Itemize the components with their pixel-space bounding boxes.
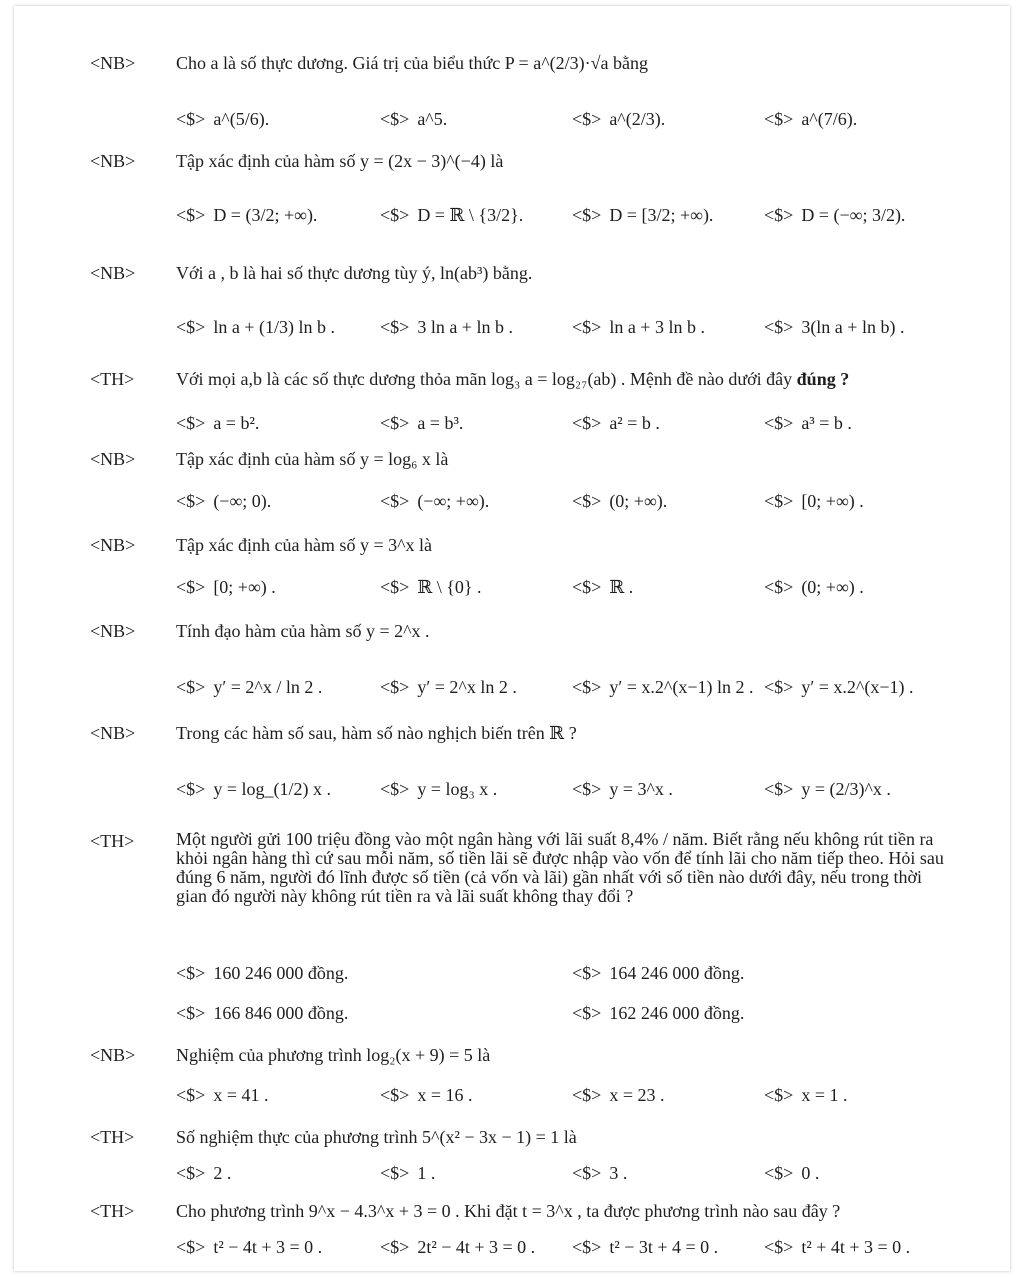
option-b: <$> a = b³. [380, 413, 464, 433]
option-b: <$> 3 ln a + ln b . [380, 317, 513, 337]
question-text: Trong các hàm số sau, hàm số nào nghịch biến trên ℝ ? [176, 723, 577, 743]
option-b: <$> a^5. [380, 109, 448, 129]
option-a: <$> D = (3/2; +∞). [176, 205, 318, 225]
question-tag: <NB> [90, 263, 136, 283]
emphasis-text: đúng ? [796, 369, 850, 389]
question-tag: <NB> [90, 1045, 136, 1065]
option-a: <$> t² − 4t + 3 = 0 . [176, 1237, 323, 1257]
option-b: <$> y′ = 2^x ln 2 . [380, 677, 517, 697]
option-b: <$> ℝ \ {0} . [380, 577, 482, 597]
option-d: <$> x = 1 . [764, 1085, 848, 1105]
option-b: <$> D = ℝ \ {3/2}. [380, 205, 524, 225]
option-c: <$> 166 846 000 đồng. [176, 1003, 349, 1023]
option-b: <$> 1 . [380, 1163, 436, 1183]
option-b: <$> 164 246 000 đồng. [572, 963, 745, 983]
option-b: <$> y = log₃ x . [380, 779, 498, 799]
option-c: <$> a^(2/3). [572, 109, 666, 129]
question-tag: <TH> [90, 1127, 135, 1147]
option-b: <$> x = 16 . [380, 1085, 473, 1105]
question-tag: <NB> [90, 449, 136, 469]
option-d: <$> y = (2/3)^x . [764, 779, 891, 799]
question-tag: <NB> [90, 535, 136, 555]
option-c: <$> y = 3^x . [572, 779, 673, 799]
option-c: <$> ln a + 3 ln b . [572, 317, 705, 337]
question-tag: <NB> [90, 151, 136, 171]
option-d: <$> 162 246 000 đồng. [572, 1003, 745, 1023]
question-tag: <TH> [90, 1201, 135, 1221]
option-d: <$> t² + 4t + 3 = 0 . [764, 1237, 911, 1257]
option-a: <$> a = b². [176, 413, 260, 433]
option-a: <$> ln a + (1/3) ln b . [176, 317, 335, 337]
option-c: <$> t² − 3t + 4 = 0 . [572, 1237, 719, 1257]
question-text: Nghiệm của phương trình log₂(x + 9) = 5 là [176, 1045, 491, 1065]
option-a: <$> 2 . [176, 1163, 232, 1183]
question-text: Với a , b là hai số thực dương tùy ý, ln(ab³) bằng. [176, 263, 533, 283]
option-d: <$> y′ = x.2^(x−1) . [764, 677, 914, 697]
option-a: <$> y = log_(1/2) x . [176, 779, 331, 799]
option-d: <$> 0 . [764, 1163, 820, 1183]
option-b: <$> 2t² − 4t + 3 = 0 . [380, 1237, 536, 1257]
option-c: <$> ℝ . [572, 577, 634, 597]
question-text: Với mọi a,b là các số thực dương thỏa mãn log₃ a = log₂₇(ab) . Mệnh đề nào dưới đây đúng ? [176, 369, 850, 389]
question-text: Số nghiệm thực của phương trình 5^(x² − 3x − 1) = 1 là [176, 1127, 577, 1147]
question-text: Một người gửi 100 triệu đồng vào một ngân hàng với lãi suất 8,4% / năm. Biết rằng nếu không rút tiền ra khỏi ngân hàng thì cứ sau mỗi năm, số tiền lãi sẽ được nhập vào vốn để tính lãi cho năm tiếp theo. Hỏi sau đúng 6 năm, người đó lĩnh được số tiền (cả vốn và lãi) gần nhất với số tiền nào dưới đây, nếu trong thời gian đó người này không rút tiền ra và lãi suất không thay đổi ? [176, 829, 944, 906]
option-c: <$> a² = b . [572, 413, 660, 433]
option-d: <$> (0; +∞) . [764, 577, 864, 597]
option-a: <$> a^(5/6). [176, 109, 270, 129]
question-tag: <TH> [90, 369, 135, 389]
option-c: <$> D = [3/2; +∞). [572, 205, 714, 225]
option-d: <$> D = (−∞; 3/2). [764, 205, 906, 225]
question-tag: <TH> [90, 831, 135, 851]
option-d: <$> a³ = b . [764, 413, 852, 433]
document-page [14, 6, 1010, 1271]
question-text: Tập xác định của hàm số y = (2x − 3)^(−4) là [176, 151, 504, 171]
question-text: Cho a là số thực dương. Giá trị của biểu thức P = a^(2/3)·√a bằng [176, 53, 648, 73]
question-tag: <NB> [90, 621, 136, 641]
question-text: Tính đạo hàm của hàm số y = 2^x . [176, 621, 430, 641]
option-c: <$> 3 . [572, 1163, 628, 1183]
option-c: <$> y′ = x.2^(x−1) ln 2 . [572, 677, 754, 697]
option-a: <$> (−∞; 0). [176, 491, 272, 511]
option-a: <$> [0; +∞) . [176, 577, 276, 597]
option-d: <$> 3(ln a + ln b) . [764, 317, 905, 337]
option-b: <$> (−∞; +∞). [380, 491, 490, 511]
option-c: <$> x = 23 . [572, 1085, 665, 1105]
option-a: <$> x = 41 . [176, 1085, 269, 1105]
option-d: <$> [0; +∞) . [764, 491, 864, 511]
option-a: <$> y′ = 2^x / ln 2 . [176, 677, 323, 697]
option-a: <$> 160 246 000 đồng. [176, 963, 349, 983]
question-text: Tập xác định của hàm số y = log₆ x là [176, 449, 449, 469]
question-tag: <NB> [90, 53, 136, 73]
question-tag: <NB> [90, 723, 136, 743]
question-text: Cho phương trình 9^x − 4.3^x + 3 = 0 . Khi đặt t = 3^x , ta được phương trình nào sau đây ? [176, 1201, 841, 1221]
option-d: <$> a^(7/6). [764, 109, 858, 129]
option-c: <$> (0; +∞). [572, 491, 668, 511]
question-text: Tập xác định của hàm số y = 3^x là [176, 535, 433, 555]
